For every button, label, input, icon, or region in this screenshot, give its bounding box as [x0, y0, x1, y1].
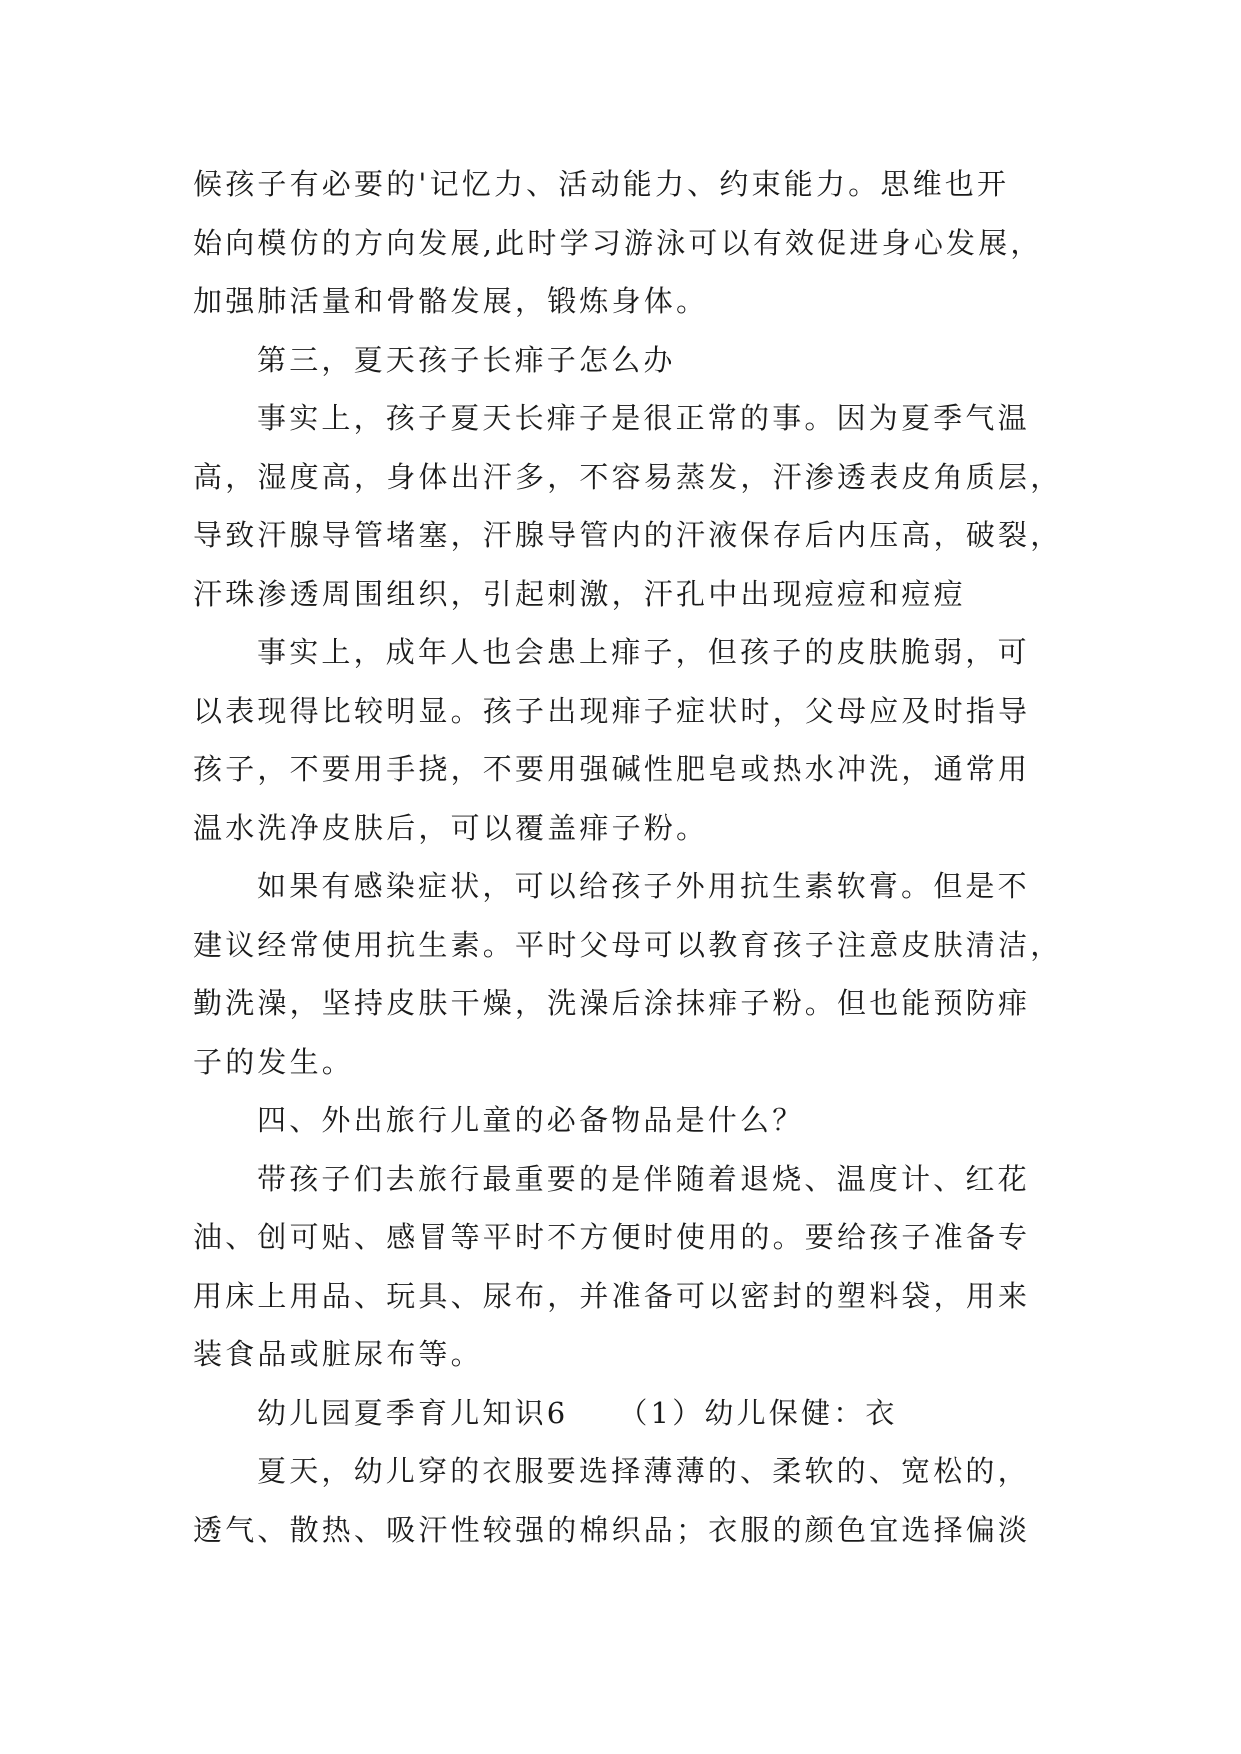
text-line: 事实上，成年人也会患上痱子，但孩子的皮肤脆弱，可 [257, 635, 1030, 669]
text-line: 四、外出旅行儿童的必备物品是什么？ [257, 1103, 805, 1137]
text-line: 事实上，孩子夏天长痱子是很正常的事。因为夏季气温 [257, 401, 1030, 435]
text-line: 孩子，不要用手挠，不要用强碱性肥皂或热水冲洗，通常用 [193, 752, 1031, 786]
text-line: 汗珠渗透周围组织，引起刺激，汗孔中出现痘痘和痘痘 [193, 576, 966, 611]
text-line: 用床上用品、玩具、尿布，并准备可以密封的塑料袋，用来 [193, 1278, 1031, 1313]
text-line: 夏天，幼儿穿的衣服要选择薄薄的、柔软的、宽松的， [257, 1454, 1030, 1488]
text-line: 导致汗腺导管堵塞，汗腺导管内的汗液保存后内压高，破裂， [193, 518, 1063, 552]
text-line: 勤洗澡，坚持皮肤干燥，洗澡后涂抹痱子粉。但也能预防痱 [193, 986, 1031, 1020]
text-line: 子的发生。 [193, 1044, 355, 1079]
text-line: 建议经常使用抗生素。平时父母可以教育孩子注意皮肤清洁， [193, 927, 1063, 962]
text-line: 幼儿园夏季育儿知识6 （1）幼儿保健：衣 [257, 1395, 898, 1430]
text-line: 始向模仿的方向发展,此时学习游泳可以有效促进身心发展， [193, 225, 1043, 260]
text-line: 第三，夏天孩子长痱子怎么办 [257, 342, 676, 377]
text-line: 透气、散热、吸汗性较强的棉织品；衣服的颜色宜选择偏淡 [193, 1512, 1031, 1547]
text-line: 候孩子有必要的'记忆力、活动能力、约束能力。思维也开 [193, 167, 1010, 201]
text-line: 装食品或脏尿布等。 [193, 1337, 483, 1371]
text-line: 温水洗净皮肤后，可以覆盖痱子粉。 [193, 810, 709, 845]
text-line: 带孩子们去旅行最重要的是伴随着退烧、温度计、红花 [257, 1161, 1030, 1196]
text-line: 油、创可贴、感冒等平时不方便时使用的。要给孩子准备专 [193, 1220, 1031, 1254]
text-line: 如果有感染症状，可以给孩子外用抗生素软膏。但是不 [257, 869, 1030, 903]
text-line: 加强肺活量和骨骼发展，锻炼身体。 [193, 284, 709, 318]
document-body [193, 155, 1063, 1559]
text-line: 以表现得比较明显。孩子出现痱子症状时，父母应及时指导 [193, 693, 1031, 728]
text-line: 高，湿度高，身体出汗多，不容易蒸发，汗渗透表皮角质层， [193, 459, 1063, 494]
